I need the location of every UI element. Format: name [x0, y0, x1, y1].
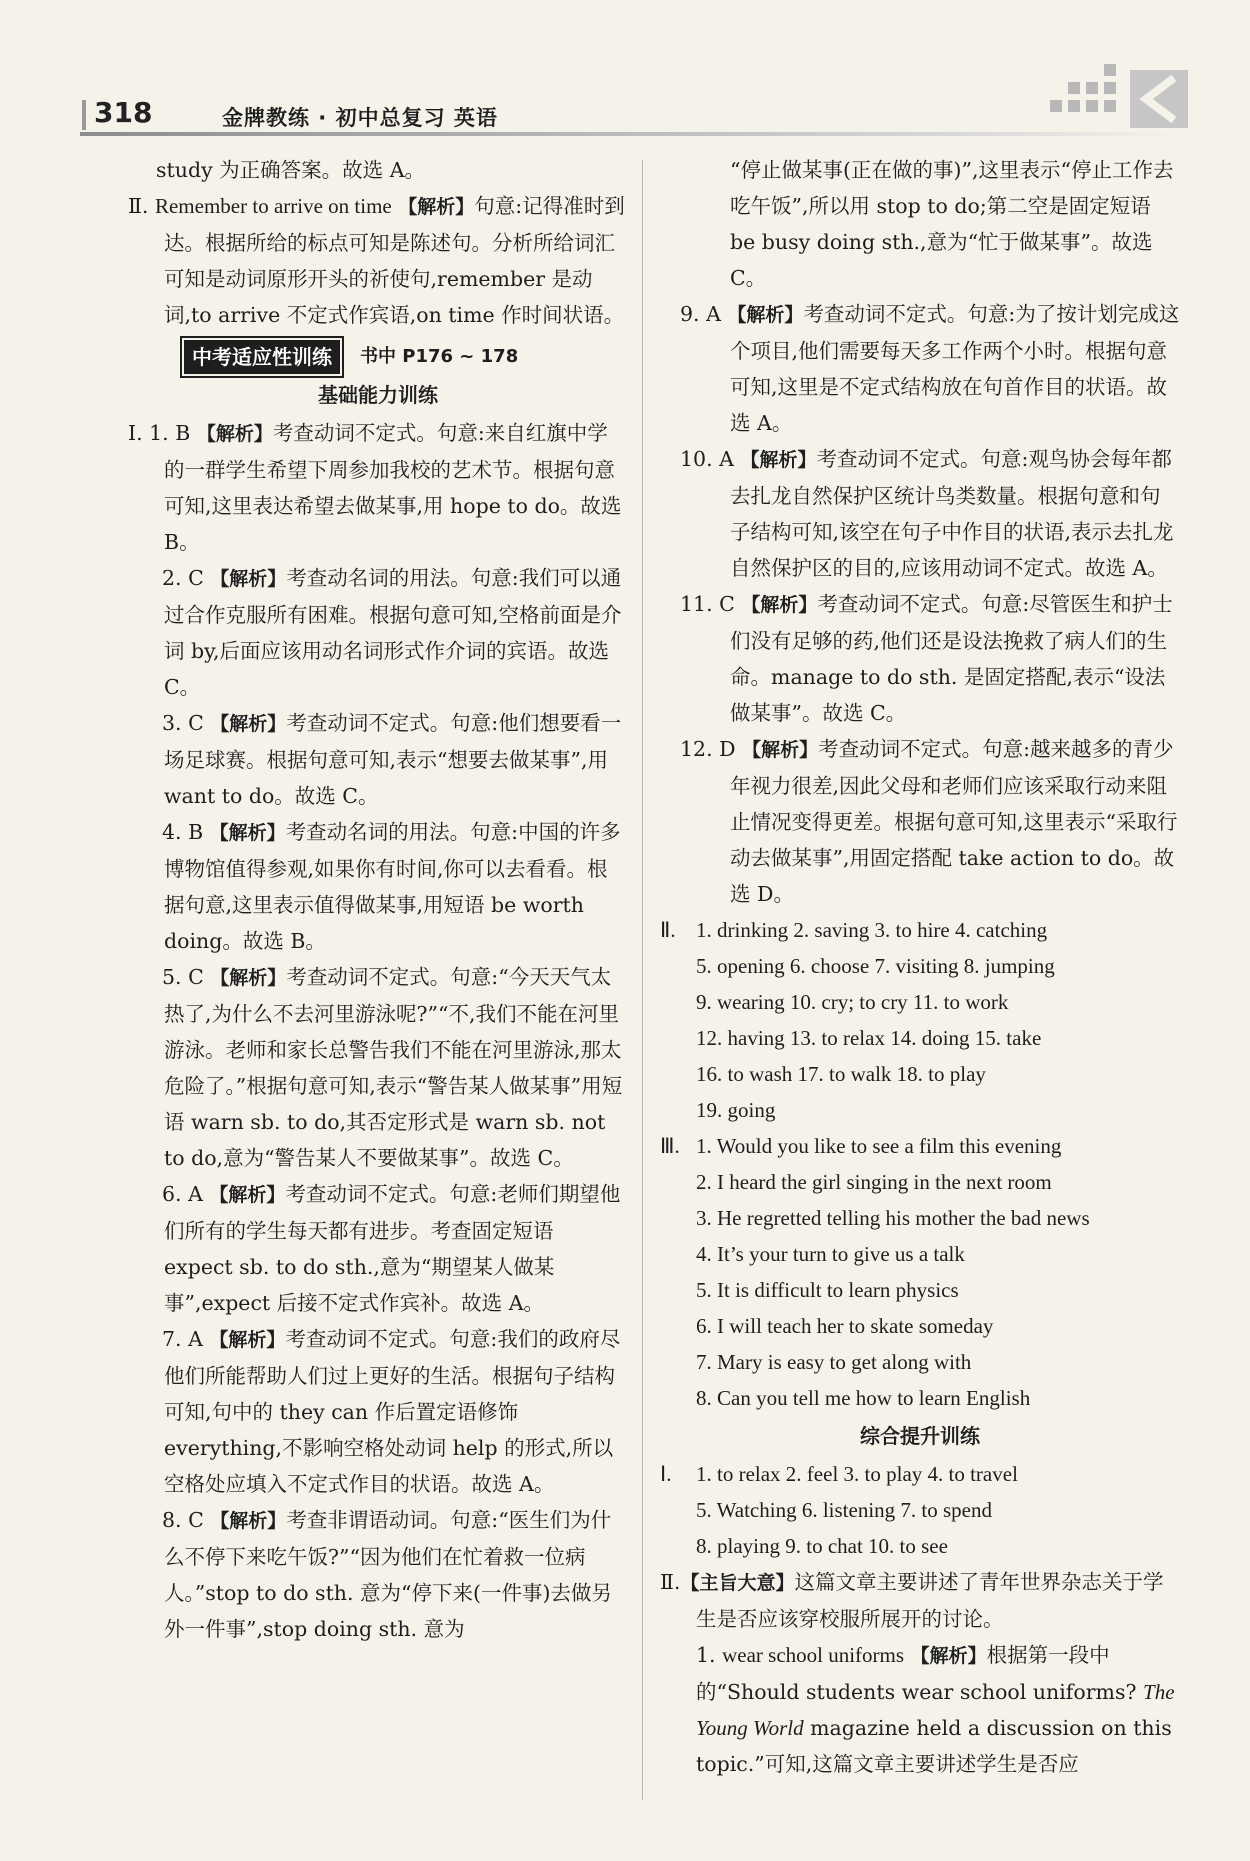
item-number: 2. C — [162, 566, 204, 590]
item-number: 11. C — [680, 592, 735, 616]
column-divider — [642, 160, 643, 1800]
analysis-text: 考查动词不定式。句意:他们想要看一场足球赛。根据句意可知,表示“想要去做某事”,用 want to do。故选 C。 — [164, 711, 622, 808]
analysis-tag: 【解析】 — [209, 822, 286, 844]
answer-row: 6. I will teach her to skate someday — [696, 1314, 994, 1338]
arrow-decoration — [1130, 70, 1188, 128]
analysis-tag: 【解析】 — [196, 423, 273, 445]
page-header — [0, 0, 1250, 150]
item-number: 9. A — [680, 302, 721, 326]
main-idea — [660, 1564, 1180, 1637]
analysis-tag: 【解析】 — [741, 594, 818, 616]
chevron-left-icon — [1130, 70, 1188, 128]
analysis-text: 根据第一段中的“Should students wear school uniforms? — [696, 1643, 1137, 1704]
answer-row: 1. to relax 2. feel 3. to play 4. to travel — [696, 1462, 1018, 1486]
analysis-text: 考查动词不定式。句意:为了按计划完成这个项目,他们需要每天多工作两个小时。根据句意可知,这里是不定式结构放在句首作目的状语。故选 A。 — [730, 302, 1180, 435]
answer-item — [660, 441, 1180, 586]
page-number: 318 — [94, 96, 153, 129]
answer-row: 8. Can you tell me how to learn English — [696, 1386, 1031, 1410]
analysis-text: 考查动词不定式。句意:观鸟协会每年都去扎龙自然保护区统计鸟类数量。根据句意和句子结构可知,该空在句子中作目的状语,表示去扎龙自然保护区的目的,应该用动词不定式。故选 A。 — [730, 447, 1174, 580]
analysis-tag: 【解析】 — [910, 1645, 987, 1667]
main-idea-text: 这篇文章主要讲述了青年世界杂志关于学生是否应该穿校服所展开的讨论。 — [696, 1570, 1164, 1631]
text-continuation: “停止做某事(正在做的事)”,这里表示“停止工作去吃午饭”,所以用 stop to do;第二空是固定短语 be busy doing sth.,意为“忙于做某事”。故选 C。 — [730, 158, 1174, 290]
training-heading — [128, 339, 628, 375]
answer-item — [128, 959, 628, 1176]
answer-item — [128, 1176, 628, 1321]
left-column — [128, 152, 628, 1647]
section-number: Ⅱ. — [660, 1570, 681, 1594]
answer-row: 3. He regretted telling his mother the bad news — [696, 1206, 1090, 1230]
answer-item — [660, 586, 1180, 731]
header-divider — [82, 100, 86, 130]
analysis-tag: 【解析】 — [398, 196, 475, 218]
item-number: 3. C — [162, 711, 204, 735]
section-number: Ⅲ. — [660, 1134, 680, 1158]
section-title: 基础能力训练 — [318, 383, 438, 407]
analysis-tag: 【解析】 — [210, 967, 287, 989]
analysis-text: 考查动词不定式。句意:来自红旗中学的一群学生希望下周参加我校的艺术节。根据句意可知,这里表达希望去做某事,用 hope to do。故选 B。 — [164, 421, 622, 554]
answer-item — [128, 560, 628, 705]
analysis-tag: 【解析】 — [210, 713, 287, 735]
header-rule — [80, 132, 1180, 136]
answer-row: 5. opening 6. choose 7. visiting 8. jumping — [696, 954, 1055, 978]
answer-row: 5. Watching 6. listening 7. to spend — [696, 1498, 992, 1522]
item-number: 5. C — [162, 965, 204, 989]
item-number: Ⅱ. — [128, 194, 149, 218]
answer-item — [660, 1637, 1180, 1782]
book-title: 金牌教练 · 初中总复习 英语 — [222, 106, 498, 130]
right-column — [660, 152, 1180, 1782]
analysis-text: 考查动词不定式。句意:老师们期望他们所有的学生每天都有进步。考查固定短语 expect sb. to do sth.,意为“期望某人做某事”,expect 后接不定式作宾补。故选 A。 — [164, 1182, 621, 1315]
answer-item — [128, 1321, 628, 1502]
translation-answers — [660, 1128, 1180, 1416]
analysis-tag: 【解析】 — [210, 568, 287, 590]
fill-blank-answers — [660, 912, 1180, 1128]
section-number: Ⅱ. — [660, 918, 676, 942]
training-ref: 书中 P176 ~ 178 — [360, 346, 519, 367]
answer-row: 5. It is difficult to learn physics — [696, 1278, 959, 1302]
answer-item — [660, 731, 1180, 912]
training-label: 中考适应性训练 — [184, 340, 340, 374]
analysis-tag: 【解析】 — [742, 739, 819, 761]
answer-row: 8. playing 9. to chat 10. to see — [696, 1534, 948, 1558]
answer-row: 1. Would you like to see a film this evening — [696, 1134, 1062, 1158]
analysis-text: 句意:记得准时到达。根据所给的标点可知是陈述句。分析所给词汇可知是动词原形开头的祈使句,remember 是动词,to arrive 不定式作宾语,on time 作时间状语。 — [164, 194, 625, 327]
answer-row: 12. having 13. to relax 14. doing 15. take — [696, 1026, 1042, 1050]
text-line: study 为正确答案。故选 A。 — [156, 158, 426, 182]
item-number: 4. B — [162, 820, 204, 844]
answer-row: 16. to wash 17. to walk 18. to play — [696, 1062, 986, 1086]
analysis-text-cont: magazine held a discussion on this topic.”可知,这篇文章主要讲述学生是否应 — [696, 1716, 1172, 1776]
analysis-text: 考查动词不定式。句意:“今天天气太热了,为什么不去河里游泳呢?”“不,我们不能在河里游泳。老师和家长总警告我们不能在河里游泳,那太危险了。”根据句意可知,表示“警告某人做某事”用短语 warn sb. to do,其否定形式是 warn sb. not to do,意为“警告某人不要做某事”。故选 C。 — [164, 965, 623, 1170]
item-number: 12. D — [680, 737, 736, 761]
answer-row: 1. drinking 2. saving 3. to hire 4. catching — [696, 918, 1048, 942]
answer-row: 9. wearing 10. cry; to cry 11. to work — [696, 990, 1009, 1014]
answer-item — [128, 188, 628, 333]
item-number: 6. A — [162, 1182, 203, 1206]
section-number: Ⅰ. — [660, 1462, 672, 1486]
analysis-tag: 【解析】 — [727, 304, 804, 326]
item-number: 8. C — [162, 1508, 204, 1532]
item-number: 7. A — [162, 1327, 203, 1351]
analysis-tag: 【解析】 — [210, 1510, 287, 1532]
item-number: 10. A — [680, 447, 734, 471]
main-idea-tag: 【主旨大意】 — [680, 1572, 795, 1594]
answer-row: 4. It’s your turn to give us a talk — [696, 1242, 965, 1266]
analysis-text: 考查动词不定式。句意:我们的政府尽他们所能帮助人们过上更好的生活。根据句子结构可知,句中的 they can 作后置定语修饰 everything,不影响空格处动词 help 的形式,所以空格处应填入不定式作目的状语。故选 A。 — [164, 1327, 621, 1496]
answer-item — [128, 705, 628, 814]
section-title: 综合提升训练 — [860, 1424, 980, 1448]
analysis-text: 考查动名词的用法。句意:中国的许多博物馆值得参观,如果你有时间,你可以去看看。根据句意,这里表示值得做某事,用短语 be worth doing。故选 B。 — [164, 820, 621, 953]
answer-row: 2. I heard the girl singing in the next room — [696, 1170, 1052, 1194]
analysis-text: 考查动词不定式。句意:尽管医生和护士们没有足够的药,他们还是设法挽救了病人们的生命。manage to do sth. 是固定搭配,表示“设法做某事”。故选 C。 — [730, 592, 1173, 725]
analysis-tag: 【解析】 — [740, 449, 817, 471]
answer-item — [660, 296, 1180, 441]
analysis-tag: 【解析】 — [209, 1184, 286, 1206]
item-number: Ⅰ. 1. B — [128, 421, 191, 445]
analysis-text: 考查动名词的用法。句意:我们可以通过合作克服所有困难。根据句意可知,空格前面是介词 by,后面应该用动名词形式作介词的宾语。故选 C。 — [164, 566, 622, 699]
answer-row: 7. Mary is easy to get along with — [696, 1350, 972, 1374]
analysis-tag: 【解析】 — [209, 1329, 286, 1351]
answer-text: Remember to arrive on time — [154, 194, 392, 218]
analysis-text: 考查动词不定式。句意:越来越多的青少年视力很差,因此父母和老师们应该采取行动来阻止情况变得更差。根据句意可知,这里表示“采取行动去做某事”,用固定搭配 take action to do。故选 D。 — [730, 737, 1178, 906]
answer-item — [128, 415, 628, 560]
answer-item — [128, 814, 628, 959]
analysis-text: 考查非谓语动词。句意:“医生们为什么不停下来吃午饭?”“因为他们在忙着救一位病人。”stop to do sth. 意为“停下来(一件事)去做另外一件事”,stop doing sth. 意为 — [164, 1508, 613, 1641]
item-number: 1. — [696, 1643, 716, 1667]
magazine-name: The Young World — [696, 1680, 1175, 1740]
comprehensive-answers — [660, 1456, 1180, 1564]
answer-text: wear school uniforms — [722, 1643, 905, 1667]
answer-item — [128, 1502, 628, 1647]
answer-row: 19. going — [696, 1098, 776, 1122]
